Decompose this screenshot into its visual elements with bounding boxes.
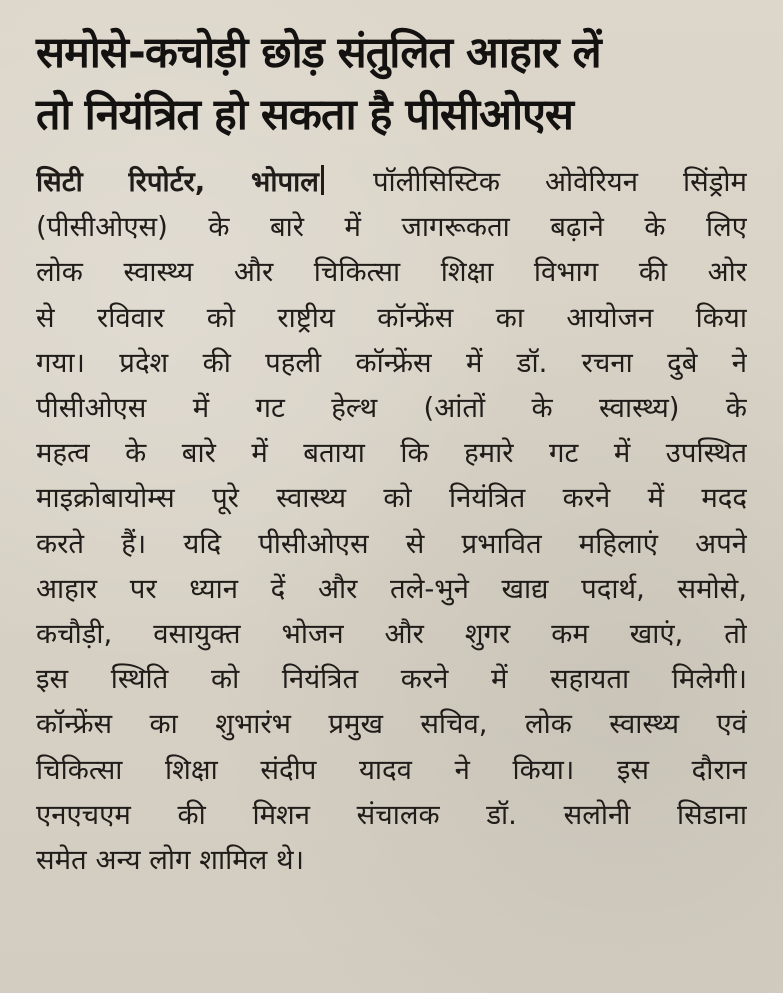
body-line: पीसीओएस में गट हेल्थ (आंतों के स्वास्थ्य) के: [36, 392, 747, 425]
body-line: इस स्थिति को नियंत्रित करने में सहायता मिलेगी।: [36, 663, 747, 696]
body-line: माइक्रोबायोम्स पूरे स्वास्थ्य को नियंत्रित करने में मदद: [36, 482, 747, 515]
body-line: करते हैं। यदि पीसीओएस से प्रभावित महिलाएं अपने: [36, 527, 747, 560]
headline: [36, 22, 736, 146]
body-line: चिकित्सा शिक्षा संदीप यादव ने किया। इस दौरान: [36, 753, 747, 786]
body-line: लोक स्वास्थ्य और चिकित्सा शिक्षा विभाग की ओर: [36, 256, 747, 289]
body-line: (पीसीओएस) के बारे में जागरूकता बढ़ाने के लिए: [36, 211, 747, 244]
headline-line-1: समोसे-कचोड़ी छोड़ संतुलित आहार लें: [36, 28, 601, 78]
body-line: गया। प्रदेश की पहली कॉन्फ्रेंस में डॉ. रचना दुबे ने: [36, 346, 747, 379]
body-line: आहार पर ध्यान दें और तले-भुने खाद्य पदार्थ, समोसे,: [36, 572, 747, 605]
dateline: सिटी रिपोर्टर, भोपाल: [36, 166, 319, 198]
headline-line-2: तो नियंत्रित हो सकता है पीसीओएस: [36, 90, 573, 140]
body-line-last: समेत अन्य लोग शामिल थे।: [36, 844, 305, 877]
body-line: कचौड़ी, वसायुक्त भोजन और शुगर कम खाएं, तो: [36, 618, 747, 651]
article-body: [36, 160, 747, 883]
body-line-1: [36, 160, 747, 205]
body-line: महत्व के बारे में बताया कि हमारे गट में उपस्थित: [36, 437, 747, 470]
dateline-separator: [321, 165, 324, 195]
body-line: एनएचएम की मिशन संचालक डॉ. सलोनी सिडाना: [36, 798, 747, 831]
body-line: से रविवार को राष्ट्रीय कॉन्फ्रेंस का आयोजन किया: [36, 301, 747, 334]
body-line: कॉन्फ्रेंस का शुभारंभ प्रमुख सचिव, लोक स्वास्थ्य एवं: [36, 708, 747, 741]
first-line-text: पॉलीसिस्टिक ओवेरियन सिंड्रोम: [372, 166, 747, 198]
